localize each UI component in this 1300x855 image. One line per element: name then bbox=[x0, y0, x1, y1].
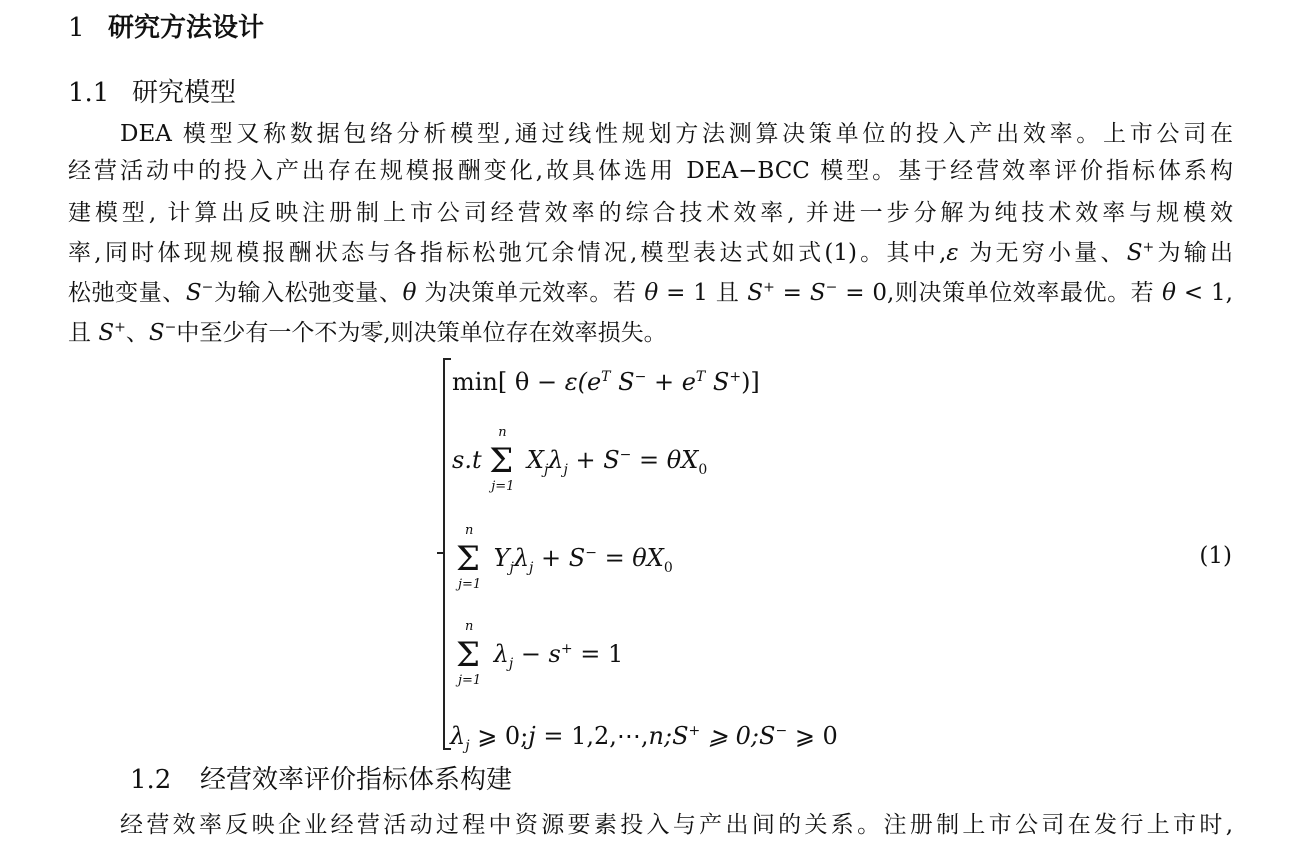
epsilon-symbol: ε bbox=[946, 240, 959, 266]
subscript: j bbox=[509, 559, 514, 576]
text-run: = bbox=[774, 280, 810, 306]
superscript: − bbox=[201, 279, 214, 296]
equation-constraint-input bbox=[452, 424, 708, 494]
text-run: = θX bbox=[631, 446, 699, 474]
text-run: 中至少有一个不为零,则决策单位存在效率损失。 bbox=[176, 320, 667, 346]
subscript: 0 bbox=[663, 559, 673, 576]
lambda-symbol: λ bbox=[450, 722, 466, 750]
superscript: T bbox=[601, 369, 611, 385]
subscript: j bbox=[508, 655, 514, 672]
text-run: 且 bbox=[68, 320, 99, 346]
subsection-heading-1-2 bbox=[130, 760, 512, 800]
section-heading bbox=[68, 8, 264, 48]
theta-symbol: θ bbox=[402, 280, 417, 306]
text-run: )] bbox=[741, 368, 760, 396]
text-run: 为输入松弛变量、 bbox=[213, 280, 403, 306]
lambda-symbol: λ bbox=[486, 640, 509, 668]
lambda-symbol: λ bbox=[548, 446, 564, 474]
superscript: − bbox=[825, 279, 838, 296]
sum-lower-limit: j=1 bbox=[491, 478, 515, 494]
subsection-title: 研究模型 bbox=[132, 78, 237, 108]
sigma-symbol: Σ bbox=[456, 634, 481, 675]
subscript: 0 bbox=[698, 461, 708, 478]
text-run: = 0,则决策单位效率最优。若 bbox=[837, 280, 1163, 306]
sum-lower-limit: j=1 bbox=[458, 672, 482, 688]
subscript: j bbox=[563, 461, 568, 478]
subscript: j bbox=[465, 737, 470, 754]
sum-upper-limit: n bbox=[465, 522, 474, 538]
text-run: 为无穷小量、 bbox=[958, 240, 1127, 266]
formula-brace bbox=[443, 358, 449, 750]
section-number: 1 bbox=[68, 13, 85, 43]
superscript: − bbox=[585, 545, 597, 561]
s-symbol: S bbox=[1126, 240, 1143, 266]
superscript: + bbox=[114, 319, 126, 336]
text-run: ⩾ 0 bbox=[787, 722, 838, 750]
subscript: j bbox=[543, 461, 549, 478]
paragraph-line bbox=[68, 233, 1233, 273]
text-run: 率,同时体现规模报酬状态与各指标松弛冗余情况,模型表达式如式(1)。其中, bbox=[68, 240, 947, 266]
superscript: − bbox=[619, 447, 632, 463]
formula-brace-tip bbox=[437, 552, 445, 554]
equation-constraint-output bbox=[456, 522, 673, 592]
theta-symbol: θ bbox=[1162, 280, 1176, 306]
text-run: 、 bbox=[125, 320, 149, 346]
text-run: ⩾ 0; bbox=[469, 722, 529, 750]
text-run: min[ θ − bbox=[452, 368, 565, 396]
lambda-symbol: λ bbox=[513, 544, 530, 572]
sigma-symbol: Σ bbox=[456, 538, 481, 579]
subscript: j bbox=[529, 559, 534, 576]
text-run: = θX bbox=[596, 544, 664, 572]
text-run: + S bbox=[533, 544, 586, 572]
subsection-number: 1.2 bbox=[130, 765, 172, 795]
s-symbol: S bbox=[185, 280, 202, 306]
subsection-title: 经营效率评价指标体系构建 bbox=[200, 765, 513, 795]
section-title: 研究方法设计 bbox=[108, 13, 265, 43]
equation-objective bbox=[452, 366, 760, 398]
equation-number: (1) bbox=[1199, 543, 1232, 569]
subsection-number: 1.1 bbox=[68, 78, 110, 108]
s-symbol: S bbox=[98, 320, 115, 346]
text-run: X bbox=[519, 446, 544, 474]
subsection-heading-1-1 bbox=[68, 73, 236, 113]
text-run: n bbox=[648, 722, 665, 750]
sum-upper-limit: n bbox=[465, 618, 474, 634]
text-run: + S bbox=[567, 446, 620, 474]
theta-symbol: θ bbox=[644, 280, 659, 306]
equation-nonnegativity bbox=[450, 720, 838, 752]
text-run: 为输出 bbox=[1154, 240, 1234, 266]
summation bbox=[489, 424, 519, 494]
s-symbol: S bbox=[809, 280, 826, 306]
text-run: s.t bbox=[452, 446, 482, 474]
text-run: = 1,2,⋯, bbox=[535, 722, 649, 750]
summation bbox=[456, 618, 486, 688]
text-run: ;S bbox=[664, 722, 689, 750]
superscript: − bbox=[164, 319, 177, 336]
sum-upper-limit: n bbox=[498, 424, 507, 440]
superscript: + bbox=[729, 369, 742, 385]
text-run: S bbox=[705, 368, 730, 396]
paragraph-line: DEA 模型又称数据包络分析模型,通过线性规划方法测算决策单位的投入产出效率。上市公司在 bbox=[120, 121, 1233, 147]
equation-constraint-sum bbox=[456, 618, 624, 688]
text-run: j bbox=[528, 722, 536, 750]
text-run: − s bbox=[513, 640, 561, 668]
paragraph-line: 建模型, 计算出反映注册制上市公司经营效率的综合技术效率, 并进一步分解为纯技术效率与规模效 bbox=[68, 200, 1233, 226]
text-run: (e bbox=[577, 368, 602, 396]
text-run: S bbox=[610, 368, 635, 396]
superscript: + bbox=[763, 279, 775, 296]
paragraph-line: 经营效率反映企业经营活动过程中资源要素投入与产出间的关系。注册制上市公司在发行上市时, bbox=[120, 812, 1233, 838]
paragraph-line: 经营活动中的投入产出存在规模报酬变化,故具体选用 DEA−BCC 模型。基于经营效率评价指标体系构 bbox=[68, 158, 1233, 184]
sum-lower-limit: j=1 bbox=[458, 576, 482, 592]
paragraph-line bbox=[68, 313, 1233, 353]
paragraph-line bbox=[68, 273, 1233, 313]
summation bbox=[456, 522, 486, 592]
epsilon-symbol: ε bbox=[564, 368, 578, 396]
text-run: = 1 且 bbox=[658, 280, 748, 306]
superscript: − bbox=[634, 369, 647, 385]
text-run: ⩾ 0;S bbox=[700, 722, 776, 750]
superscript: + bbox=[1142, 239, 1155, 256]
text-run: + e bbox=[646, 368, 696, 396]
sigma-symbol: Σ bbox=[489, 440, 514, 481]
text-run: = 1 bbox=[572, 640, 624, 668]
superscript: + bbox=[688, 723, 701, 739]
text-run: Y bbox=[486, 544, 510, 572]
text-run: < 1, bbox=[1176, 280, 1233, 306]
superscript: T bbox=[695, 369, 706, 385]
superscript: − bbox=[775, 723, 788, 739]
s-symbol: S bbox=[747, 280, 764, 306]
text-run: 为决策单元效率。若 bbox=[416, 280, 645, 306]
text-run: 松弛变量、 bbox=[68, 280, 186, 306]
s-symbol: S bbox=[148, 320, 165, 346]
superscript: + bbox=[560, 641, 573, 657]
